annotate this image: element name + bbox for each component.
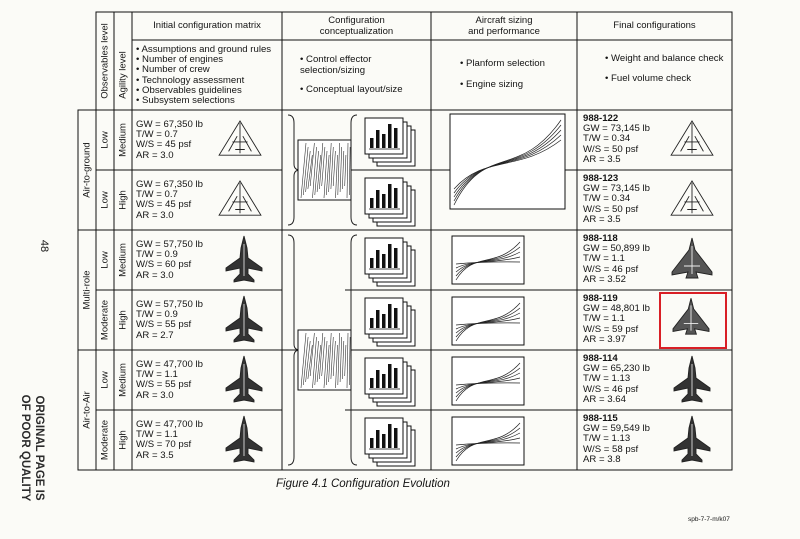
agility-cell: High — [117, 430, 129, 450]
col-sizing-header: Aircraft sizing and performance — [468, 15, 540, 37]
aircraft-drawing-initial — [226, 296, 262, 342]
chart-card-bar — [388, 184, 392, 208]
mission-air-to-air: Air-to-Air — [81, 391, 93, 429]
selected-config-highlight — [659, 292, 727, 349]
sizing-chart-stack — [365, 358, 415, 406]
chart-card-bar — [394, 308, 398, 328]
page-number: 48 — [38, 239, 50, 253]
final-spec: 988-115 GW = 59,549 lb T/W = 1.13 W/S = 58 psf AR = 3.8 — [583, 413, 650, 465]
chart-card-bar — [388, 304, 392, 328]
agility-level-header: Agility level — [117, 51, 129, 99]
observables-cell: Low — [99, 371, 111, 389]
aircraft-drawing-initial — [226, 416, 262, 462]
aircraft-drawing-initial — [219, 181, 261, 215]
initial-spec: GW = 57,750 lb T/W = 0.9 W/S = 55 psf AR = 2.7 — [136, 299, 203, 341]
chart-card-bar — [370, 138, 374, 148]
chart-card-bar — [382, 254, 386, 268]
initial-spec: GW = 67,350 lb T/W = 0.7 W/S = 45 psf AR = 3.0 — [136, 179, 203, 221]
chart-card-bar — [370, 378, 374, 388]
aircraft-drawing-final — [671, 181, 713, 215]
aircraft-detail — [229, 183, 252, 213]
chart-card-bar — [382, 194, 386, 208]
observables-cell: Low — [99, 131, 111, 149]
agility-cell: High — [117, 190, 129, 210]
performance-plot — [452, 297, 524, 345]
conceptual-layout-sheet — [298, 330, 351, 390]
performance-plot — [452, 236, 524, 284]
bullet-item: • Planform selection — [460, 58, 545, 69]
agility-cell: Medium — [117, 363, 129, 397]
aircraft-detail — [681, 183, 704, 213]
final-spec: 988-118 GW = 50,899 lb T/W = 1.1 W/S = 46 psf AR = 3.52 — [583, 233, 650, 285]
bullet-item: • Number of crew — [136, 65, 271, 75]
sizing-chart-stack — [365, 298, 415, 346]
bullet-item: • Assumptions and ground rules — [136, 45, 271, 55]
bullet-item: • Number of engines — [136, 55, 271, 65]
chart-card-bar — [370, 198, 374, 208]
observables-cell: Moderate — [99, 299, 111, 341]
performance-plot — [450, 114, 565, 209]
chart-card-bar — [382, 434, 386, 448]
bullet-item: • Control effector selection/sizing — [300, 54, 372, 76]
chart-card-bar — [394, 428, 398, 448]
aircraft-drawing-initial — [226, 236, 262, 282]
aircraft-drawing-final — [671, 121, 713, 155]
final-spec: 988-119 GW = 48,801 lb T/W = 1.1 W/S = 59 psf AR = 3.97 — [583, 293, 650, 345]
chart-card-bar — [370, 318, 374, 328]
chart-card-bar — [388, 244, 392, 268]
observables-cell: Moderate — [99, 419, 111, 461]
chart-card-bar — [394, 128, 398, 148]
bullet-item: • Engine sizing — [460, 78, 524, 90]
col-initial-matrix-header: Initial configuration matrix — [153, 20, 261, 31]
reference-code: spb-7-7-m/k07 — [688, 516, 730, 523]
bullet-item: • Technology assessment — [136, 76, 271, 86]
bullet-item: • Subsystem selections — [136, 96, 271, 106]
col-final-header: Final configurations — [613, 20, 696, 31]
chart-card-bar — [394, 188, 398, 208]
aircraft-drawing-final — [674, 416, 710, 462]
bullet-item: • Observables guidelines — [136, 86, 271, 96]
chart-card-bar — [394, 248, 398, 268]
chart-card-bar — [388, 124, 392, 148]
bullet-item: • Weight and balance check — [605, 53, 724, 64]
chart-card-bar — [376, 370, 380, 388]
final-spec: 988-123 GW = 73,145 lb T/W = 0.34 W/S = 50 psf AR = 3.5 — [583, 173, 650, 225]
chart-card-bar — [388, 424, 392, 448]
chart-card-bar — [394, 368, 398, 388]
final-spec: 988-114 GW = 65,230 lb T/W = 1.13 W/S = 46 psf AR = 3.64 — [583, 353, 650, 405]
chart-card-bar — [382, 314, 386, 328]
observables-level-header: Observables level — [99, 23, 111, 99]
performance-plot — [452, 417, 524, 465]
performance-plot — [452, 357, 524, 405]
aircraft-detail — [681, 123, 704, 153]
aircraft-drawing-final — [674, 356, 710, 402]
chart-card-bar — [382, 374, 386, 388]
initial-spec: GW = 67,350 lb T/W = 0.7 W/S = 45 psf AR = 3.0 — [136, 119, 203, 161]
quality-stamp-line1: ORIGINAL PAGE IS — [33, 395, 45, 501]
observables-cell: Low — [99, 191, 111, 209]
agility-cell: Medium — [117, 243, 129, 277]
bullet-item: • Conceptual layout/size — [300, 84, 403, 95]
chart-card-bar — [376, 130, 380, 148]
agility-cell: Medium — [117, 123, 129, 157]
final-spec: 988-122 GW = 73,145 lb T/W = 0.34 W/S = 50 psf AR = 3.5 — [583, 113, 650, 165]
chart-card-bar — [376, 430, 380, 448]
aircraft-drawing-final — [672, 238, 712, 278]
conceptual-layout-sheet — [298, 140, 351, 200]
initial-spec: GW = 57,750 lb T/W = 0.9 W/S = 60 psf AR = 3.0 — [136, 239, 203, 281]
initial-spec: GW = 47,700 lb T/W = 1.1 W/S = 55 psf AR = 3.0 — [136, 359, 203, 401]
chart-card-bar — [370, 438, 374, 448]
aircraft-detail — [229, 123, 252, 153]
chart-card-bar — [370, 258, 374, 268]
chart-card-bar — [388, 364, 392, 388]
figure-caption: Figure 4.1 Configuration Evolution — [276, 478, 450, 490]
chart-card-bar — [376, 190, 380, 208]
sizing-chart-stack — [365, 418, 415, 466]
sizing-chart-stack — [365, 178, 415, 226]
col-conceptualization-header: Configuration conceptualization — [319, 15, 394, 37]
aircraft-drawing-initial — [219, 121, 261, 155]
chart-card-bar — [382, 134, 386, 148]
sizing-chart-stack — [365, 238, 415, 286]
bullet-item: • Fuel volume check — [605, 72, 692, 84]
chart-card-bar — [376, 250, 380, 268]
mission-multi-role: Multi-role — [81, 270, 93, 310]
aircraft-drawing-initial — [226, 356, 262, 402]
observables-cell: Low — [99, 251, 111, 269]
sizing-chart-stack — [365, 118, 415, 166]
initial-spec: GW = 47,700 lb T/W = 1.1 W/S = 70 psf AR = 3.5 — [136, 419, 203, 461]
mission-air-to-ground: Air-to-ground — [81, 142, 93, 198]
quality-stamp-line2: OF POOR QUALITY — [19, 394, 31, 502]
chart-card-bar — [376, 310, 380, 328]
agility-cell: High — [117, 310, 129, 330]
